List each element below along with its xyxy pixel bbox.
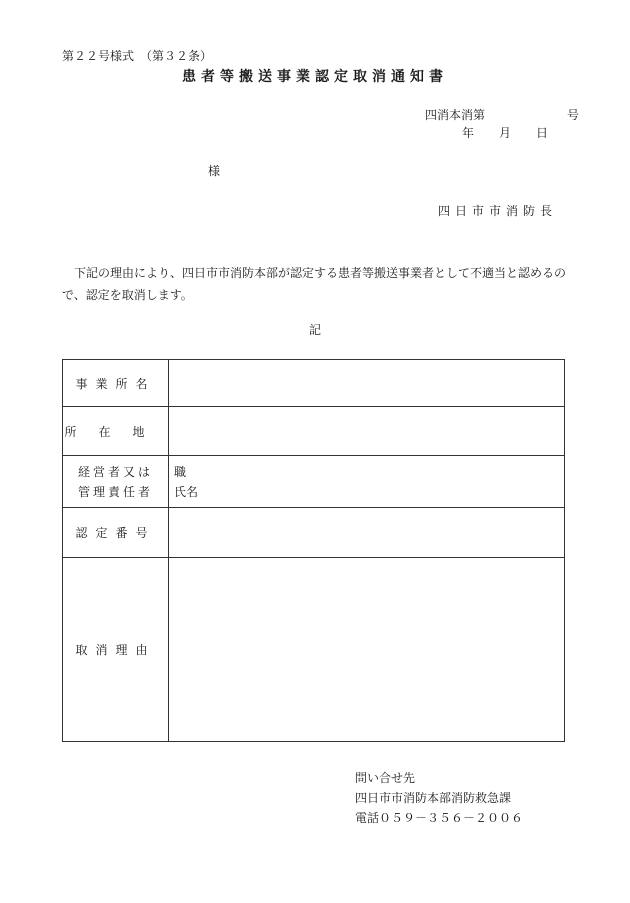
label-location: 所在地 (63, 407, 169, 456)
value-certification-number[interactable] (169, 508, 565, 558)
table-row (63, 456, 565, 508)
value-cancellation-reason[interactable] (169, 558, 565, 742)
label-manager (63, 456, 169, 508)
value-manager[interactable] (169, 456, 565, 508)
contact-phone: 電話０５９－３５６－２００６ (355, 811, 524, 825)
addressee-honorific: 様 (208, 164, 221, 178)
table-row (63, 508, 565, 558)
body-paragraph (62, 262, 572, 306)
body-text: 下記の理由により、四日市市消防本部が認定する患者等搬送事業者として不適当と認めるので、認定を取消します。 (62, 266, 567, 302)
value-business-name[interactable] (169, 360, 565, 407)
label-manager-line2: 管理責任者 (77, 484, 153, 499)
value-position: 職 (174, 464, 187, 479)
contact-block (355, 768, 523, 828)
value-full-name: 氏名 (174, 484, 199, 499)
date-month: 月 (499, 126, 512, 140)
table-row (63, 558, 565, 742)
ki-heading: 記 (308, 323, 321, 337)
record-table (62, 359, 565, 742)
issuer-name: 四日市市消防長 (438, 204, 558, 218)
table-row (63, 407, 565, 456)
reference-suffix: 号 (567, 108, 580, 122)
label-business-name: 事業所名 (63, 360, 169, 407)
label-certification-number: 認定番号 (63, 508, 169, 558)
contact-heading: 問い合せ先 (355, 771, 416, 785)
document-title: 患者等搬送事業認定取消通知書 (182, 69, 448, 85)
value-location[interactable] (169, 407, 565, 456)
table-row (63, 360, 565, 407)
form-number: 第２２号様式 （第３２条） (62, 49, 213, 63)
label-cancellation-reason: 取消理由 (63, 558, 169, 742)
contact-department: 四日市市消防本部消防救急課 (355, 791, 512, 805)
date-day: 日 (536, 126, 549, 140)
label-manager-line1: 経営者又は (77, 464, 153, 479)
date-line (462, 127, 548, 139)
date-year: 年 (462, 126, 475, 140)
reference-number-line (425, 109, 579, 121)
reference-prefix: 四消本消第 (425, 108, 486, 122)
